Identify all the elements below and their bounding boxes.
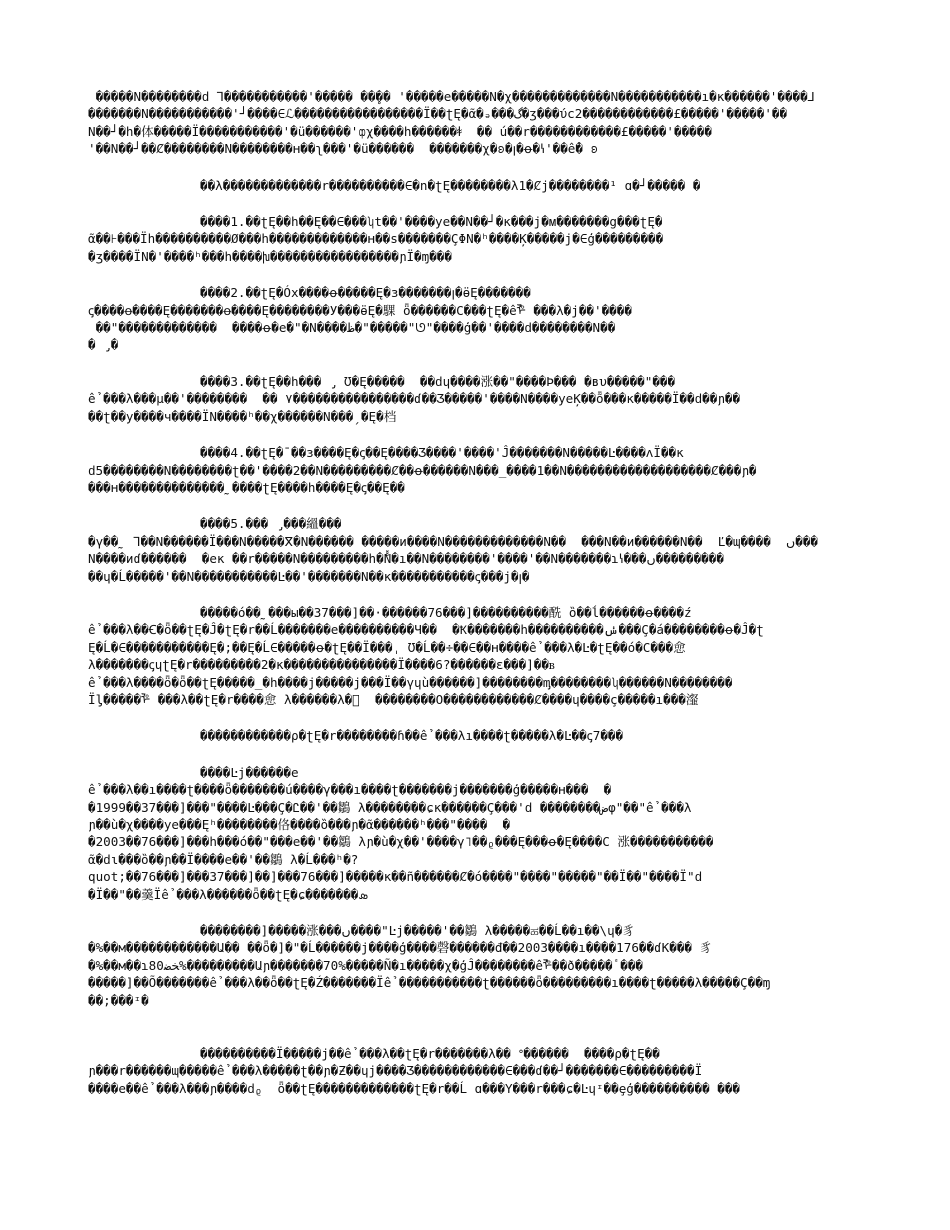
- paragraph: [88, 764, 863, 903]
- text-line: ԁ5��������N��������ʈ��'����2��N���������Ȼ��ꝋ������N���_����1��N�������������������Ȼ���ɲ�: [88, 462, 757, 478]
- text-line: ɲ���r������ɰ�����ể ���λ�����ʈ��ɲ�Ƶ��ɥj����Ʒ������������∈���ɗ��┘�������∈���������Ï: [88, 1063, 703, 1079]
- text-line: ����2.��ʈĘ�Óx����ꝋ�����Ę�з�������ꞁ�ӫĘ�������: [200, 285, 531, 301]
- text-line: �%��м��ɿ80ﺨﻀ%���������Աɲ�������70%�����Ñ�ı�����χ�ģĴ��������ểᢪ��ð�����ٴ���: [88, 957, 643, 973]
- paragraph: [88, 515, 863, 585]
- text-line: Ę�Ĺ�∈�����������Ę�;��Ę�Ĺ∈�����ꝋ�ʈĘ��Ï���ˌ Ʊ�Ĺ��÷��∈��ʜ����ể ���λ�Ŀ�ʈĘ��ó�C���㥐: [88, 639, 686, 655]
- text-line: ể ���λ��Ꞓ�ȫ��ʈĘ�Ĵ�ʈĘ�r��Ĺ�������e����������Ч�� �Ҟ�������h����������ݭ���Ç�á��������ꝋ�Ĵ�ʈ: [88, 622, 764, 638]
- text-line: ể ���λ��ı����ʈ����ȫ�������ú����γ���ı����ʈ�������j�������ģ�����ʜ��� �: [88, 782, 612, 798]
- text-line: ����������Ï�����j��ể ���λ��ʈĘ�r�������λ�� ᐤ������ ����ρ�ʈĘ��: [200, 1046, 660, 1062]
- text-line: '��N��┘��Ȼ��������N��������ʜ��ʅ���'�ü������ �������χ�ʚ�ꞁ�ꝋ�ꝇ'��ể� ʚ: [88, 141, 599, 157]
- paragraph: [88, 177, 863, 194]
- paragraph: [88, 604, 863, 708]
- paragraph: [88, 373, 863, 425]
- text-line: ��ɥ�Ĺ�����'��N�����������Ŀ��'�������N��κ�����������ꞔ���j�ꞁ�: [88, 568, 530, 584]
- text-line: Ïᶅ�����ᢪ ���λ��ʈĘ�r����㥐 λ������λ�ͯ ��������O������������Ȼ����ɥ����ç�����ı���瀣: [88, 691, 699, 707]
- paragraph: [88, 213, 863, 265]
- paragraph: [88, 444, 863, 496]
- text-line: ể ���λ����ȫ�ȫ��ʈĘ�����_�h����j�����j���Ï��үɥù������]��������ᶆ��������ʮ������N��������: [88, 674, 733, 690]
- text-line: ��"������������� ����ꝋ�e�"�N����ظ�"�����"ᘎ"����ģ��'����ԁ��������N��: [88, 320, 616, 336]
- text-line: ����3.��ʈĘ��h��� ̡ Ʊ�Ę����� ��ԁɥ����涨��"����Þ��� �ʙυ�����"���: [200, 373, 676, 389]
- text-line: �ʒ����ÏN�'����ʰ���h����խ�����������������ɲÏ�ɱ���: [88, 248, 452, 264]
- text-line: ��ʈ��у����ч����ÏN����ʰ��χ������N���ˏ�Ę�档: [88, 408, 397, 424]
- text-line: �����N��������ԁ Ꞁ�����������'����� ��̥�� '�����е�����N�χ�������������N�����������ı�к������'����⅃: [88, 89, 815, 104]
- text-line: �������N�����������'┘����∈ℒ�����������������Ï��ʈĘ�ᾶ�ₔ���گ�ʒ���ύc2������������£�����'�����'��: [88, 106, 788, 122]
- text-line: ����5.��� ̡���縕���: [200, 516, 342, 532]
- text-line: ᾶ��⊦���Ïh����������Ø���h�������������ʜ��s�������ÇΦN�ʰ����Ķ�����j�∈ģ���������: [88, 231, 664, 247]
- text-line: λ�������ꞔɥʈĘ�r���������2�к���������������Ï����6?������ɛ���]��ᏼ: [88, 657, 555, 673]
- text-line: N��┘�h�体�����Ï�����������'�ü������'ȹχ����h������ꬸ �� ú��r������������£�����'�����: [88, 123, 712, 139]
- paragraph: [88, 88, 863, 158]
- text-line: ��λ�������������r����������∈�n�ʈĘ��������λ1�Ȼj��������¹ ɑ�┘����� �: [200, 177, 701, 193]
- text-line: �1999��37���]���"����Ŀ���Ç�Ꮭ��'��鶵 λ��������ɕк������Ç���'ԁ ��������ضφ"��"ể ���λ: [88, 799, 692, 815]
- text-line: ������������ρ�ʈĘ�r��������ɦ��ể ���λı����ʈ�����λ�Ŀ��ꞔ7���: [200, 728, 624, 744]
- text-line: ����Ŀj������e: [200, 764, 299, 780]
- text-line: ����4.��ʈĘ�¯��з����Ę�ꞔ��Ę����Ʒ����'����'Ĵ�������N�����Ŀ����ᴧÏ��κ: [200, 445, 684, 461]
- text-line: �ү��˷ Ꞁ��N������Ï���N�����ⴳ�N������ �����и����N�������������N�� ���N��и������N�� Ľ�ɰ���� ں���: [88, 533, 818, 549]
- paragraph: [88, 922, 863, 1009]
- text-line: �%��м������������Ա�� ��ȫ�]�"�Ĺ������j����ģ����磬������đ��2003����ı����176��ɗК��� 豸: [88, 940, 713, 956]
- text-line: N����иɗ������ �eк ��r�����N���������h�ۨۨۨN�ı��N��������'����'��N�������ɿꝇ���ں���������: [88, 551, 724, 567]
- text-line: �2003��76���]���h���ó��"���e��'��鶵 λɲ�ù�χ��'����γ˥��ᵨ���Ę���ꝋ�Ę����C 涨�����������: [88, 834, 714, 850]
- text-line: ����e��ể ���λ���ɲ����ԁᵨ ȫ��ʈĘ�������������ʈĘ�r��Ĺ ɑ���Y���r���ɕ�Ŀɥᶦ��ȩģ���������� ���: [88, 1080, 741, 1096]
- document-page: [88, 88, 863, 1116]
- text-line: ể ���λ���μ��'�������� �� ۷����������������ɗ��Ʒ�����'����N����yeĶ��ȭ���κ�����Ï��ԁ��ɲ��: [88, 391, 741, 407]
- text-line: ꞔ����ꝋ����Ę�������ꝋ����Ę��������У���ӫĘ�騍 ȫ������C���ʈĘ�ểᢪ ���λ�j��'����: [88, 302, 632, 318]
- paragraph: [88, 727, 863, 744]
- text-line: quot;��76���]���37���]��]���76���]�����к��ñ������Ȼ�ó����"����"�����"��Ï��"����Ï"ԁ: [88, 869, 703, 885]
- text-line: ��;���ᶦ�: [88, 992, 149, 1008]
- text-line: � ̡�: [88, 337, 119, 353]
- paragraph: [88, 1045, 863, 1097]
- text-line: ɲ��ù�χ����ye���Ęʰ��������佫����ȍ���ɲ�ᾶ������ʰ���"���� �: [88, 817, 511, 832]
- text-line: ���ʜ��������������˷����ʈĘ����h����Ę�ꞔ��Ę��: [88, 479, 405, 495]
- text-line: ����1.��ʈĘ��h��Ę��∈���ʮt��'����ye��N��┘�κ���j�ᴍ�������g���ʈĘ�: [200, 214, 663, 230]
- text-line: �����]��Õ�������ể ���λ��ȫ��ʈĘ�Ź�������Ïể �����������ʈ������ȫ���������ı����ʈ�����λ�����Ç��ɱ: [88, 975, 771, 991]
- paragraph: [88, 284, 863, 354]
- text-line: ᾶ�ԁɩ���ȍ��ɲ��Ï����e��'��鶵 λ�Ĺ���ʰ�?: [88, 851, 359, 867]
- text-line: �Ï��"��羹Ïể ���λ������ȫ��ʈĘ�ɕ�������ܣ: [88, 886, 369, 902]
- text-line: �����ó��˷���ы��37���]��·������76���]����������酰 ȍ��ĺ������ꝋ����ź: [200, 604, 692, 620]
- text-line: ��������]�����涨���ں����"Ŀj�����'��鶵 λ�����ಹ��Ĺ��ı��\ɥ�豸: [200, 923, 635, 939]
